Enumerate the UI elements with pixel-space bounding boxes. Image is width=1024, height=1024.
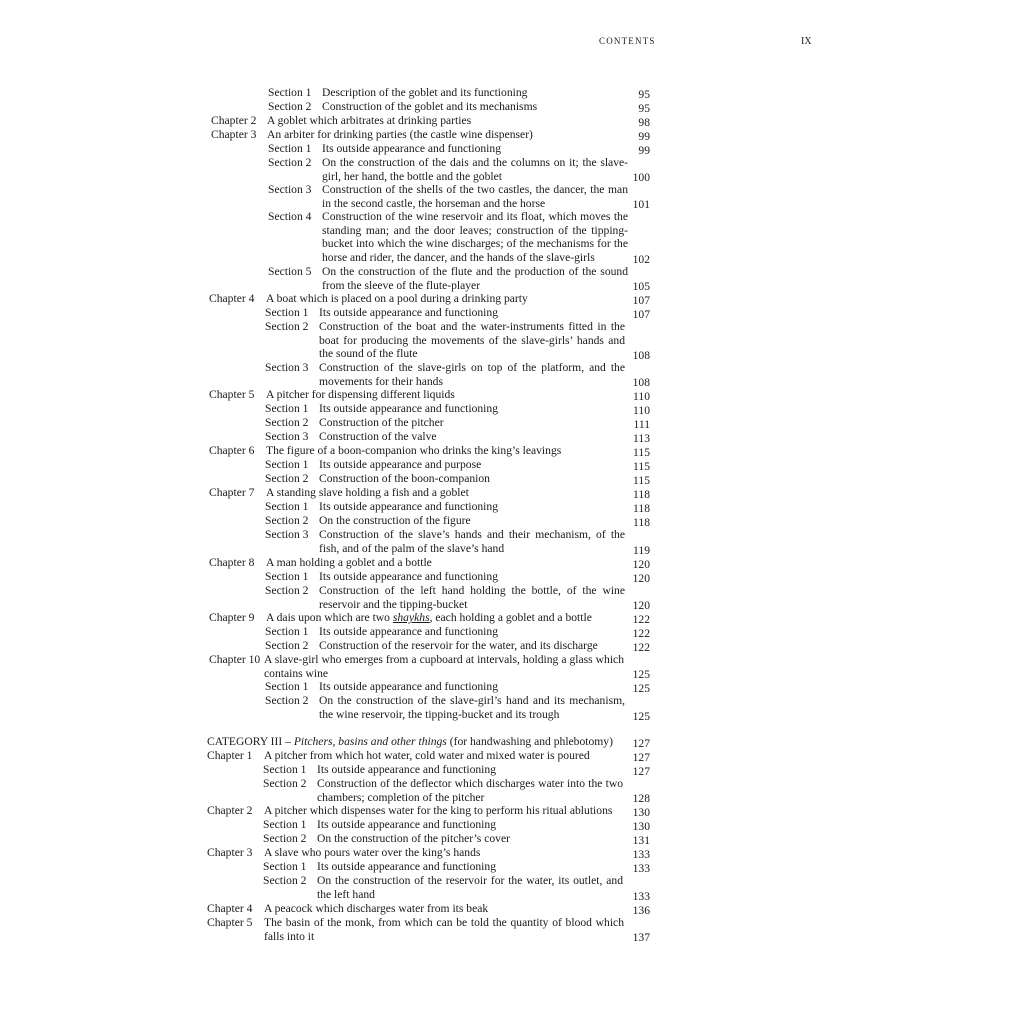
toc-entry [0, 416, 1024, 430]
toc-label: Chapter 1 [207, 749, 253, 762]
toc-title: Construction of the shells of the two castles, the dancer, the man in the second castle, the horseman and the horse [322, 183, 628, 210]
toc-entry [0, 625, 1024, 639]
toc-entry [0, 361, 1024, 388]
toc-page: 95 [638, 88, 650, 102]
toc-page: 115 [633, 474, 650, 488]
toc-entry [0, 846, 1024, 860]
toc-page: 130 [632, 820, 650, 834]
toc-title: A pitcher from which hot water, cold water and mixed water is poured [264, 749, 590, 762]
toc-label: Section 2 [268, 156, 312, 169]
toc-label: Chapter 2 [207, 804, 253, 817]
toc-title-part: A dais upon which are two [266, 611, 393, 624]
toc-label: Section 3 [265, 528, 309, 541]
toc-title: A pitcher which dispenses water for the king to perform his ritual ablutions [264, 804, 613, 817]
toc-page: 102 [632, 253, 650, 267]
toc-page: 99 [638, 130, 650, 144]
toc-page: 100 [632, 171, 650, 185]
toc-entry [0, 430, 1024, 444]
toc-entry [0, 570, 1024, 584]
toc-title: Construction of the left hand holding the bottle, of the wine reservoir and the tipping-bucket [319, 584, 625, 611]
toc-label: Section 1 [265, 458, 309, 471]
toc-label: Section 1 [265, 500, 309, 513]
toc-entry [0, 528, 1024, 556]
toc-label: Section 1 [265, 680, 309, 693]
toc-label: Section 1 [265, 570, 309, 583]
toc-page: 125 [632, 668, 650, 682]
toc-page: 101 [632, 198, 650, 212]
toc-title: On the construction of the slave-girl’s hand and its mechanism, the wine reservoir, the tipping-bucket and its trough [319, 694, 625, 721]
toc-label: Chapter 3 [211, 128, 257, 141]
toc-label: Section 2 [263, 832, 307, 845]
toc-page: 98 [638, 116, 650, 130]
toc-page: 107 [632, 308, 650, 322]
toc-entry [0, 763, 1024, 777]
toc-label: Section 4 [268, 210, 312, 223]
toc-entry [0, 500, 1024, 514]
toc-entry [0, 265, 1024, 292]
toc-title: A pitcher for dispensing different liquids [266, 388, 455, 401]
toc-title: Construction of the boon-companion [319, 472, 490, 485]
toc-title: The basin of the monk, from which can be told the quantity of blood which falls into it [264, 916, 624, 943]
toc-label: Section 1 [263, 860, 307, 873]
toc-entry [0, 832, 1024, 846]
toc-label: Section 1 [265, 625, 309, 638]
toc-entry [0, 458, 1024, 472]
toc-title: The figure of a boon-companion who drinks the king’s leavings [266, 444, 562, 457]
toc-entry [0, 402, 1024, 416]
toc-entry [0, 183, 1024, 210]
toc-title: Its outside appearance and functioning [319, 402, 498, 415]
toc-page: 110 [633, 390, 650, 404]
toc-title: An arbiter for drinking parties (the castle wine dispenser) [267, 128, 533, 141]
toc-label: Chapter 4 [207, 902, 253, 915]
toc-title: A boat which is placed on a pool during a drinking party [266, 292, 528, 305]
toc-entry [0, 114, 1024, 128]
toc-title: Construction of the wine reservoir and its float, which moves the standing man; and the door leaves; construction of the tipping-bucket into which the wine discharges; of the mechanisms for the horse and rider, the dancer, and the hands of the slave-girls [322, 210, 628, 265]
toc-page: 119 [633, 544, 650, 558]
toc-title: A slave who pours water over the king’s hands [264, 846, 481, 859]
toc-title: Description of the goblet and its functioning [322, 86, 528, 99]
toc-label: Section 1 [265, 402, 309, 415]
toc-page: 110 [633, 404, 650, 418]
toc-label: Section 2 [265, 416, 309, 429]
toc-page: 99 [638, 144, 650, 158]
toc-page: 118 [633, 516, 650, 530]
toc-title: Construction of the valve [319, 430, 437, 443]
toc-label: Chapter 5 [209, 388, 255, 401]
toc-page: 133 [632, 890, 650, 904]
toc-entry [0, 556, 1024, 570]
toc-entry [0, 128, 1024, 142]
toc-label: Section 2 [265, 472, 309, 485]
toc-page: 120 [632, 599, 650, 613]
toc-entry [0, 584, 1024, 611]
toc-page: 137 [632, 931, 650, 945]
toc-entry [0, 444, 1024, 458]
toc-title: Construction of the slave’s hands and their mechanism, of the fish, and of the palm of the slave’s hand [319, 528, 625, 555]
toc-label: Section 3 [265, 361, 309, 374]
toc-page: 108 [632, 376, 650, 390]
toc-entry [0, 777, 1024, 804]
toc-entry [0, 860, 1024, 874]
toc-page: 115 [633, 460, 650, 474]
toc-entry [0, 694, 1024, 722]
toc-label: Section 1 [268, 86, 312, 99]
toc-entry [0, 804, 1024, 818]
toc-label: Chapter 5 [207, 916, 253, 929]
toc-title: Construction of the goblet and its mechanisms [322, 100, 538, 113]
toc-page: 115 [633, 446, 650, 460]
toc-title: Its outside appearance and functioning [317, 818, 496, 831]
toc-entry [0, 388, 1024, 402]
toc-title [207, 735, 627, 749]
toc-title: Construction of the pitcher [319, 416, 444, 429]
toc-page: 122 [632, 613, 650, 627]
toc-page: 128 [632, 792, 650, 806]
toc-page: 125 [632, 682, 650, 696]
toc-page: 118 [633, 488, 650, 502]
toc-title: Its outside appearance and functioning [319, 306, 498, 319]
toc-title: Construction of the reservoir for the water, and its discharge [319, 639, 598, 652]
toc-entry [0, 653, 1024, 680]
toc-title: On the construction of the dais and the columns on it; the slave-girl, her hand, the bottle and the goblet [322, 156, 628, 183]
toc-title: Its outside appearance and functioning [319, 570, 498, 583]
toc-title: Its outside appearance and functioning [319, 500, 498, 513]
toc-label: Section 2 [265, 584, 309, 597]
toc-label: Chapter 8 [209, 556, 255, 569]
toc-page: 133 [632, 862, 650, 876]
toc-label: Chapter 10 [209, 653, 261, 666]
toc-title: Its outside appearance and purpose [319, 458, 482, 471]
toc-entry [0, 611, 1024, 625]
toc-page: 105 [632, 280, 650, 294]
toc-entry [0, 306, 1024, 320]
toc-page: 108 [632, 349, 650, 363]
running-head: CONTENTS [599, 36, 656, 46]
toc-page: 130 [632, 806, 650, 820]
toc-label: Section 2 [265, 639, 309, 652]
toc-label: Section 2 [265, 514, 309, 527]
toc-title: Its outside appearance and functioning [319, 625, 498, 638]
toc-entry [0, 916, 1024, 943]
toc-entry [0, 210, 1024, 265]
toc-title-part: , each holding a goblet and a bottle [429, 611, 592, 624]
toc-page: 95 [638, 102, 650, 116]
toc-entry [0, 472, 1024, 486]
toc-label: Section 5 [268, 265, 312, 278]
toc-page: 113 [633, 432, 650, 446]
toc-title: Its outside appearance and functioning [317, 860, 496, 873]
toc-title: A slave-girl who emerges from a cupboard at intervals, holding a glass which contains wine [264, 653, 624, 680]
toc-label: Chapter 4 [209, 292, 255, 305]
toc-title: A peacock which discharges water from its beak [264, 902, 489, 915]
toc-label: Chapter 2 [211, 114, 257, 127]
toc-title [266, 611, 626, 625]
toc-title: Its outside appearance and functioning [322, 142, 501, 155]
toc-title: On the construction of the figure [319, 514, 471, 527]
toc-label: Chapter 9 [209, 611, 255, 624]
toc-entry [0, 749, 1024, 763]
toc-label: Section 2 [265, 694, 309, 707]
table-of-contents [0, 86, 1024, 943]
toc-label: Section 3 [268, 183, 312, 196]
toc-entry [0, 818, 1024, 832]
toc-entry [0, 292, 1024, 306]
toc-page: 118 [633, 502, 650, 516]
toc-label: Section 2 [263, 777, 307, 790]
toc-page: 131 [632, 834, 650, 848]
toc-label: Section 1 [263, 763, 307, 776]
toc-label: Section 1 [265, 306, 309, 319]
toc-title-part: (for handwashing and phlebotomy) [446, 735, 613, 748]
toc-label: Section 2 [265, 320, 309, 333]
page-number: IX [801, 36, 812, 47]
toc-entry [0, 86, 1024, 100]
toc-label: Section 3 [265, 430, 309, 443]
toc-page: 122 [632, 627, 650, 641]
toc-label: Chapter 3 [207, 846, 253, 859]
toc-label: Section 2 [263, 874, 307, 887]
toc-page: 125 [632, 710, 650, 724]
toc-page: 127 [632, 751, 650, 765]
toc-page: 133 [632, 848, 650, 862]
toc-label: Section 1 [268, 142, 312, 155]
toc-title: A man holding a goblet and a bottle [266, 556, 432, 569]
toc-entry [0, 639, 1024, 653]
toc-label: Section 2 [268, 100, 312, 113]
toc-page: 107 [632, 294, 650, 308]
toc-title: On the construction of the reservoir for the water, its outlet, and the left hand [317, 874, 623, 901]
toc-entry [0, 320, 1024, 361]
category-dash: – [282, 735, 294, 748]
toc-entry [0, 514, 1024, 528]
toc-title: On the construction of the flute and the production of the sound from the sleeve of the flute-player [322, 265, 628, 292]
toc-title-italic: shaykhs [392, 611, 430, 624]
toc-title: Its outside appearance and functioning [317, 763, 496, 776]
toc-label: Chapter 6 [209, 444, 255, 457]
toc-entry [0, 680, 1024, 694]
category-label: CATEGORY III [207, 735, 283, 748]
toc-title: Construction of the boat and the water-instruments fitted in the boat for producing the movements of the slave-girls’ hands and the sound of the flute [319, 320, 625, 361]
toc-page: 111 [633, 418, 650, 432]
toc-label: Chapter 7 [209, 486, 255, 499]
toc-entry [0, 902, 1024, 916]
category-heading [0, 735, 1024, 749]
category-spacer [0, 722, 1024, 735]
toc-title: Its outside appearance and functioning [319, 680, 498, 693]
toc-label: Section 1 [263, 818, 307, 831]
toc-title: A standing slave holding a fish and a goblet [266, 486, 469, 499]
toc-entry [0, 142, 1024, 156]
toc-page: 120 [632, 558, 650, 572]
toc-page: 120 [632, 572, 650, 586]
toc-page: 127 [632, 737, 650, 751]
toc-entry [0, 100, 1024, 114]
toc-entry [0, 486, 1024, 500]
toc-title: A goblet which arbitrates at drinking parties [267, 114, 472, 127]
toc-page: 127 [632, 765, 650, 779]
toc-title: Construction of the deflector which discharges water into the two chambers; completion of the pitcher [317, 777, 623, 804]
toc-page: 122 [632, 641, 650, 655]
toc-page: 136 [632, 904, 650, 918]
toc-title: Construction of the slave-girls on top of the platform, and the movements for their hands [319, 361, 625, 388]
toc-title: On the construction of the pitcher’s cover [317, 832, 510, 845]
toc-entry [0, 156, 1024, 183]
toc-entry [0, 874, 1024, 902]
toc-title-italic: Pitchers, basins and other things [293, 735, 447, 748]
